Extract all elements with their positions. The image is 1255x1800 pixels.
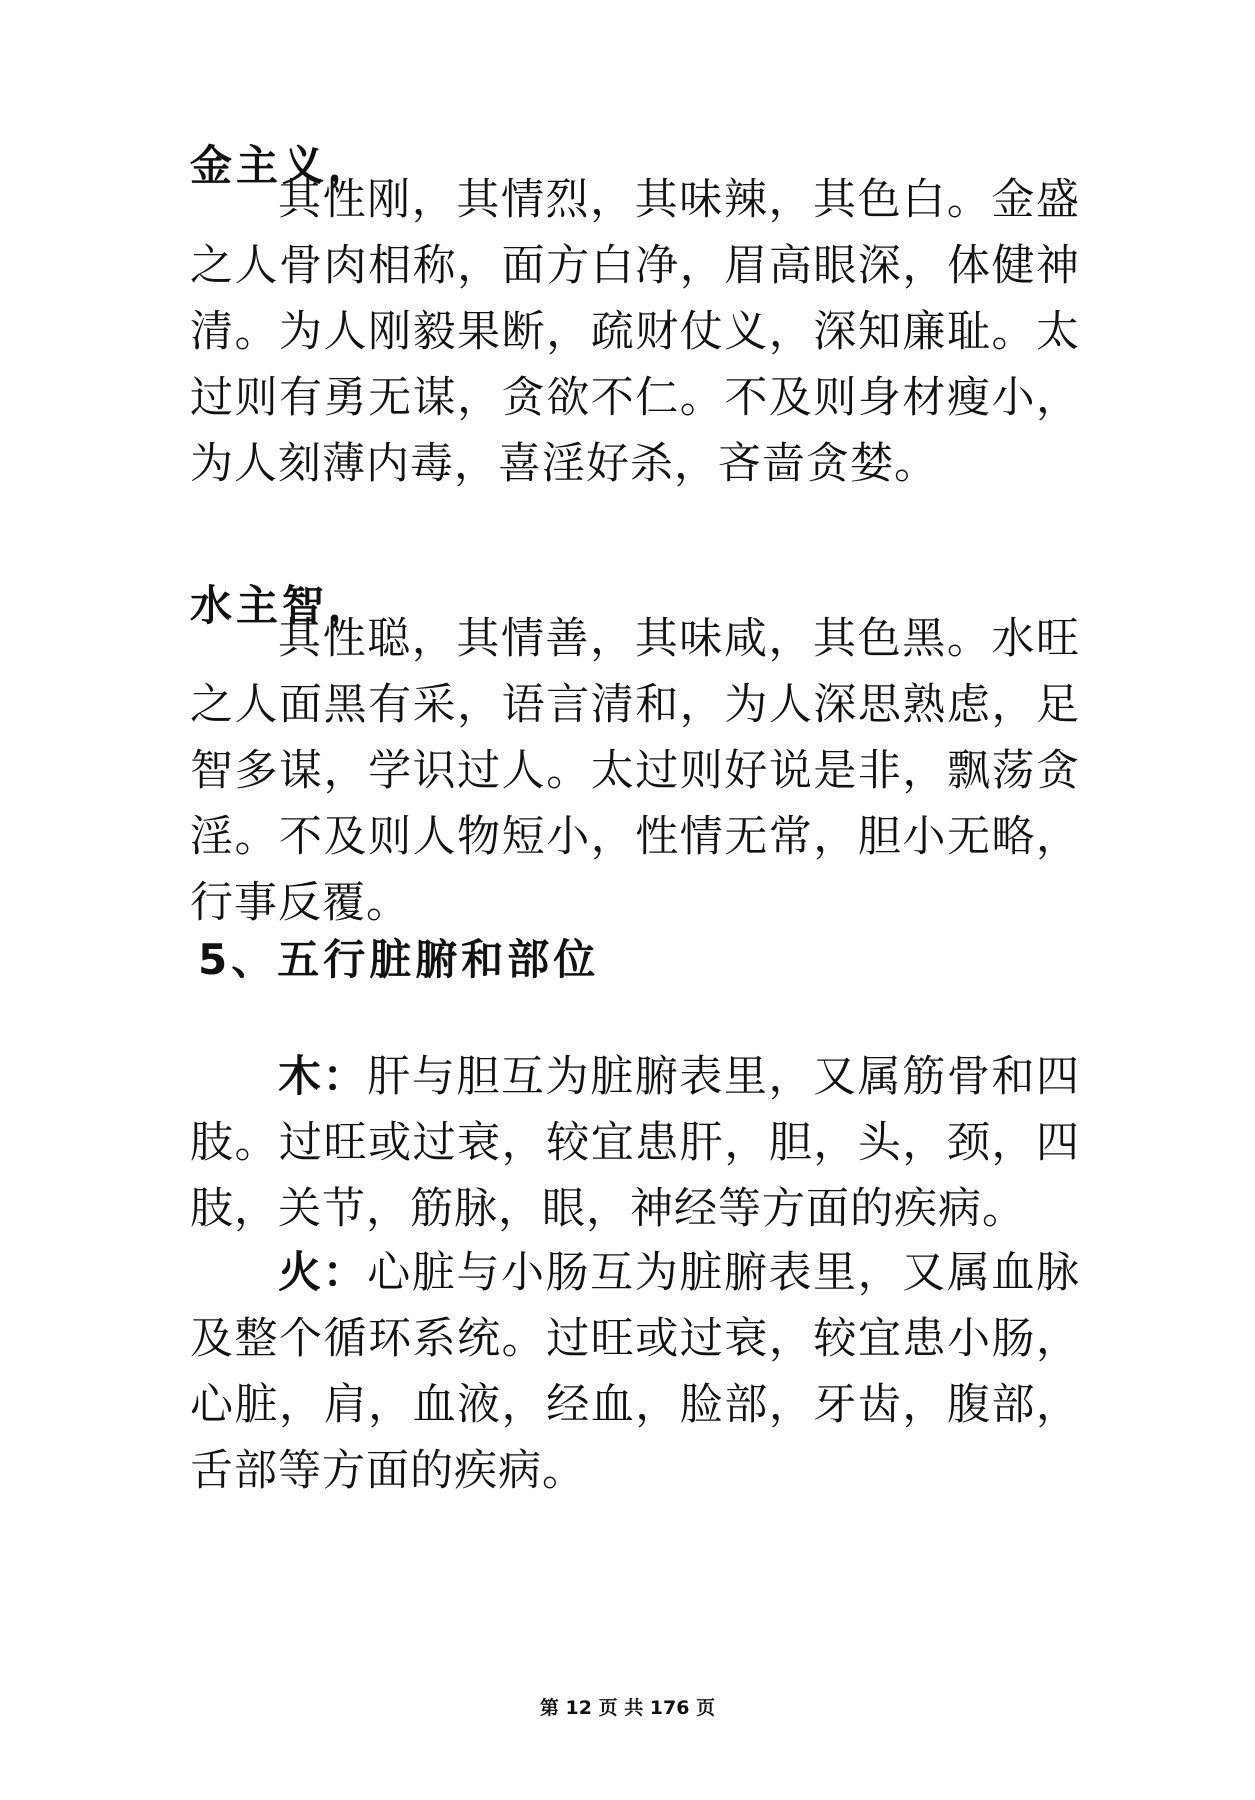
metal-heading: 金主义，: [190, 141, 375, 190]
fire-lead: 火：: [278, 1248, 368, 1298]
metal-paragraph: 其性刚，其情烈，其味辣，其色白。金盛之人骨肉相称，面方白净，眉高眼深，体健神清。为人刚毅果断，疏财仗义，深知廉耻。太过则有勇无谋，贪欲不仁。不及则身材瘦小，为人刻薄内毒，喜淫好杀，吝啬贪婪。: [190, 175, 1080, 489]
water-paragraph: 其性聪，其情善，其味咸，其色黑。水旺之人面黑有采，语言清和，为人深思熟虑，足智多谋，学识过人。太过则好说是非，飘荡贪淫。不及则人物短小，性情无常，胆小无略，行事反覆。: [190, 614, 1080, 928]
fire-paragraph: [190, 1240, 1080, 1504]
fire-text: 心脏与小肠互为脏腑表里，又属血脉及整个循环系统。过旺或过衰，较宜患小肠，心脏，肩，血液，经血，脸部，牙齿，腹部，舌部等方面的疾病。: [190, 1248, 1081, 1496]
section-title: 5、五行脏腑和部位: [198, 935, 600, 984]
wood-text: 肝与胆互为脏腑表里，又属筋骨和四肢。过旺或过衰，较宜患肝，胆，头，颈，四肢，关节，筋脉，眼，神经等方面的疾病。: [190, 1052, 1081, 1234]
wood-paragraph: [190, 1044, 1080, 1242]
wood-lead: 木：: [278, 1052, 368, 1102]
water-heading: 水主智，: [190, 581, 375, 630]
page-number-footer: 第 12 页 共 176 页: [539, 1697, 716, 1719]
